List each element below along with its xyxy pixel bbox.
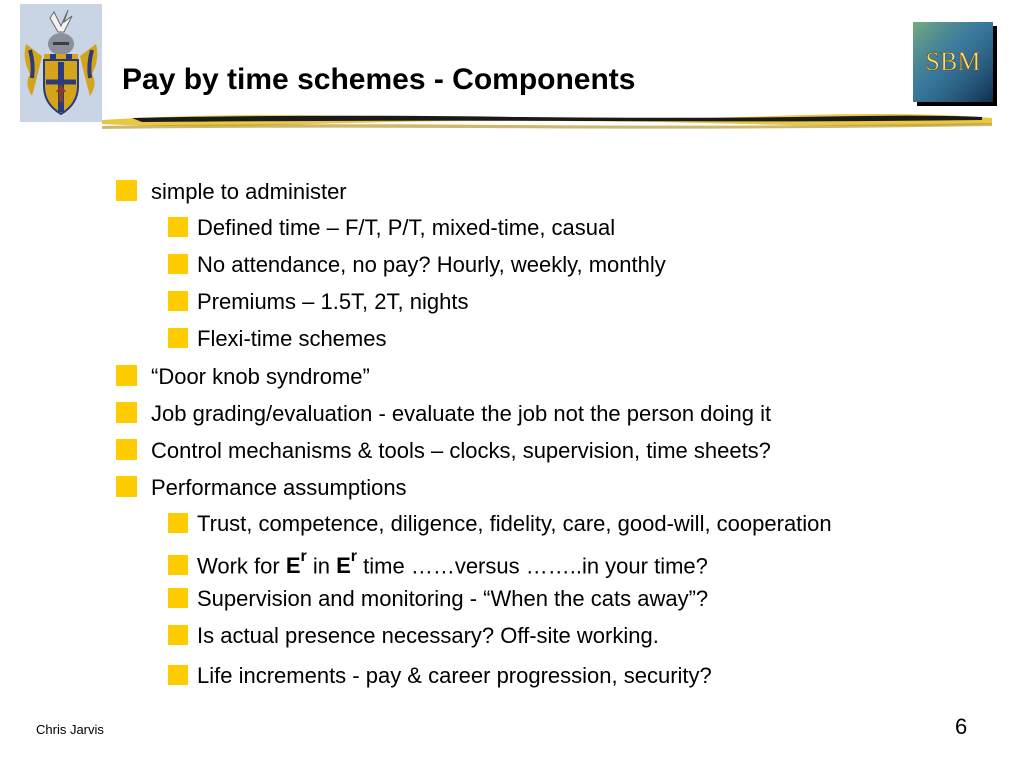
page-number: 6: [955, 714, 968, 739]
bullet-text: Trust, competence, diligence, fidelity, care, good-will, cooperation: [197, 511, 832, 536]
bullet-text: Is actual presence necessary? Off-site working.: [197, 623, 659, 648]
bullet-square-icon: [168, 513, 188, 533]
bullet-square-icon: [116, 365, 137, 386]
bullet-text: Defined time – F/T, P/T, mixed-time, casual: [197, 215, 616, 240]
bullet-text: Premiums – 1.5T, 2T, nights: [197, 289, 469, 314]
bullet-text: Flexi-time schemes: [197, 326, 387, 351]
bullet-text: Life increments - pay & career progression, security?: [197, 663, 712, 688]
bullet-item: [116, 363, 370, 390]
bullet-square-icon: [116, 476, 137, 497]
sub-bullet-item: [168, 326, 386, 352]
bullet-square-icon: [116, 180, 137, 201]
bullet-square-icon: [116, 402, 137, 423]
bullet-square-icon: [168, 555, 188, 575]
bullet-square-icon: [168, 588, 188, 608]
bullet-text: Work for $E^r$ in $E^r$ time ……versus ……..in your time?: [197, 548, 708, 579]
sub-bullet-item: [168, 548, 708, 579]
bullet-text: Job grading/evaluation - evaluate the job not the person doing it: [151, 401, 772, 426]
bullet-text: No attendance, no pay? Hourly, weekly, monthly: [197, 252, 666, 277]
sub-bullet-item: [168, 511, 832, 537]
bullet-square-icon: [116, 439, 137, 460]
bullet-square-icon: [168, 254, 188, 274]
sub-bullet-item: [168, 252, 666, 278]
bullet-square-icon: [168, 291, 188, 311]
bullet-square-icon: [168, 625, 188, 645]
bullet-item: [116, 474, 407, 501]
bullet-square-icon: [168, 665, 188, 685]
sub-bullet-item: [168, 663, 712, 689]
footer-author: Chris Jarvis: [36, 722, 104, 737]
bullet-item: [116, 178, 347, 205]
sub-bullet-item: [168, 586, 708, 612]
sub-bullet-item: [168, 623, 659, 649]
svg-text:SBM: SBM: [925, 47, 981, 76]
sub-bullet-item: [168, 215, 615, 241]
bullet-text: Performance assumptions: [151, 475, 407, 500]
bullet-text: “Door knob syndrome”: [151, 364, 370, 389]
bullet-text: Control mechanisms & tools – clocks, supervision, time sheets?: [151, 438, 771, 463]
bullet-square-icon: [168, 217, 188, 237]
bullet-text: Supervision and monitoring - “When the cats away”?: [197, 586, 709, 611]
bullet-item: [116, 437, 771, 464]
bullet-item: [116, 400, 771, 427]
page-title: Pay by time schemes - Components: [122, 63, 636, 96]
bullet-square-icon: [168, 328, 188, 348]
sub-bullet-item: [168, 289, 468, 315]
bullet-text: simple to administer: [151, 179, 347, 204]
